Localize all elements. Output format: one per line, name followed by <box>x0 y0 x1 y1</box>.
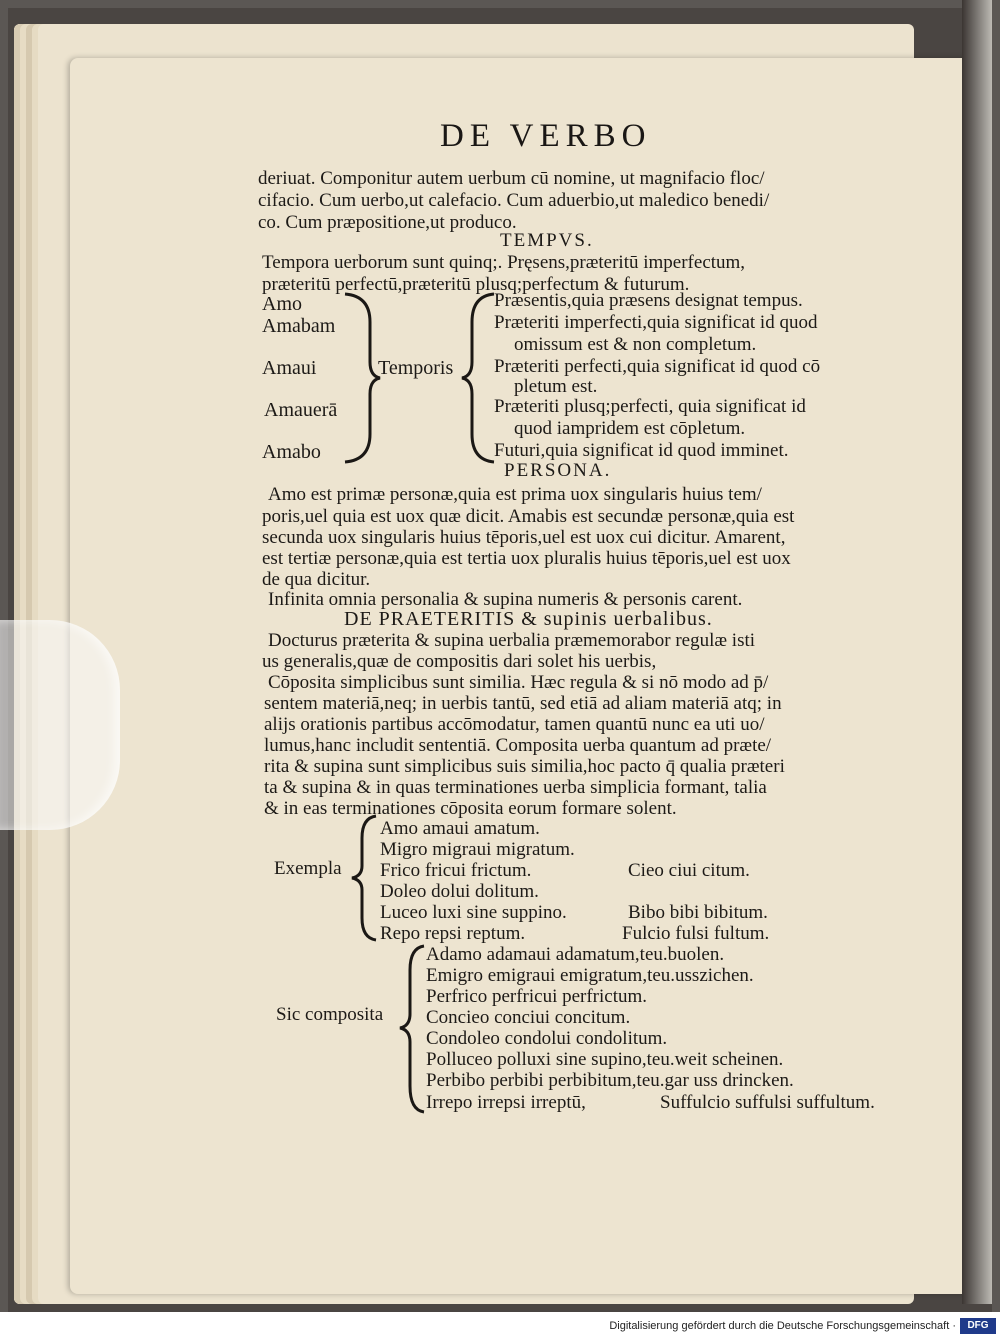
sic-composita-label: Sic composita <box>276 1004 384 1025</box>
text-line: co. Cum præpositione,ut produco. <box>258 212 517 233</box>
text-line: us generalis,quæ de compositis dari solet his uerbis, <box>262 651 657 672</box>
tempus-explanation: Præteriti plusq;perfecti, quia significat id <box>494 396 806 417</box>
composita-line: Perbibo perbibi perbibitum,teu.gar uss drincken. <box>426 1070 794 1091</box>
example-line: Migro migraui migratum. <box>380 839 575 860</box>
verb-form: Amauerā <box>264 399 338 421</box>
composita-line: Perfrico perfricui perfrictum. <box>426 986 648 1007</box>
text-line: rita & supina sunt simplicibus suis similia,hoc pacto q̄ qualia præteri <box>264 756 785 777</box>
text-line: est tertiæ personæ,quia est tertia uox pluralis huius tēporis,uel est uox <box>262 548 791 569</box>
book-right-edge <box>962 0 992 1304</box>
text-line: poris,uel quia est uox quæ dicit. Amabis est secundæ personæ,quia est <box>262 506 795 527</box>
tempus-explanation: quod iampridem est cōpletum. <box>514 418 746 439</box>
temporis-label: Temporis <box>378 357 454 379</box>
composita-line: Polluceo polluxi sine supino,teu.weit scheinen. <box>426 1049 784 1070</box>
example-line: Fulcio fulsi fultum. <box>622 923 770 944</box>
example-line: Amo amaui amatum. <box>380 818 540 839</box>
example-line: Repo repsi reptum. <box>380 923 526 944</box>
text-line: Cōposita simplicibus sunt similia. Hæc regula & si nō modo ad p̄/ <box>268 672 769 693</box>
text-line: alijs orationis partibus accōmodatur, tamen quantū nunc ea uti uo/ <box>264 714 765 735</box>
example-line: Cieo ciui citum. <box>628 860 750 881</box>
verb-form: Amabam <box>262 315 336 337</box>
exempla-label: Exempla <box>274 858 342 879</box>
tempus-explanation: Præteriti perfecti,quia significat id quod cō <box>494 356 821 377</box>
text-line: Infinita omnia personalia & supina numeris & personis carent. <box>268 589 743 610</box>
tempus-explanation: Præteriti imperfecti,quia significat id quod <box>494 312 818 333</box>
dfg-logo: DFG <box>960 1318 996 1334</box>
heading-persona: PERSONA. <box>504 460 612 481</box>
verb-form: Amabo <box>262 441 321 463</box>
text-line: ta & supina & in quas terminationes uerba simplicia formant, talia <box>264 777 767 798</box>
text-line: Tempora uerborum sunt quinq;. Pręsens,præteritū imperfectum, <box>262 252 746 273</box>
composita-line: Irrepo irrepsi irreptū, <box>426 1092 586 1113</box>
page-clip <box>0 620 120 830</box>
page-header: DE VERBO <box>440 118 652 154</box>
text-line: præteritū perfectū,præteritū plusq;perfectum & futurum. <box>262 274 690 295</box>
text-line: Amo est primæ personæ,quia est prima uox singularis huius tem/ <box>268 484 762 505</box>
tempus-explanation: omissum est & non completum. <box>514 334 757 355</box>
verb-form: Amo <box>262 293 302 315</box>
verb-form: Amaui <box>262 357 317 379</box>
text-line: sentem materiā,neq; in uerbis tantū, sed etiā ad aliam materiā atq; in <box>264 693 782 714</box>
text-line: & in eas terminationes cōposita eorum formare solent. <box>264 798 677 819</box>
text-line: cifacio. Cum uerbo,ut calefacio. Cum aduerbio,ut maledico benedi/ <box>258 190 770 211</box>
brace-exempla <box>350 814 380 942</box>
example-line: Bibo bibi bibitum. <box>628 902 768 923</box>
text-line: deriuat. Componitur autem uerbum cū nomine, ut magnifacio floc/ <box>258 168 765 189</box>
composita-line: Condoleo condolui condolitum. <box>426 1028 668 1049</box>
example-line: Doleo dolui dolitum. <box>380 881 539 902</box>
brace-composita <box>398 944 428 1114</box>
composita-line: Emigro emigraui emigratum,teu.usszichen. <box>426 965 754 986</box>
composita-line: Suffulcio suffulsi suffultum. <box>660 1092 875 1113</box>
funding-note: Digitalisierung gefördert durch die Deutsche Forschungsgemeinschaft · <box>560 1316 1000 1336</box>
text-line: lumus,hanc includit sententiā. Composita uerba quantum ad præte/ <box>264 735 772 756</box>
heading-praeteritis: DE PRAETERITIS & supinis uerbalibus. <box>344 608 713 630</box>
text-line: secunda uox singularis huius tēporis,uel est uox cui dicitur. Amarent, <box>262 527 786 548</box>
heading-tempus: TEMPVS. <box>500 230 594 251</box>
tempus-explanation: pletum est. <box>514 376 598 397</box>
example-line: Frico fricui frictum. <box>380 860 532 881</box>
tempus-explanation: Præsentis,quia præsens designat tempus. <box>494 290 803 311</box>
tempus-explanation: Futuri,quia significat id quod imminet. <box>494 440 789 461</box>
composita-line: Concieo conciui concitum. <box>426 1007 631 1028</box>
text-line: Docturus præterita & supina uerbalia præmemorabor regulæ isti <box>268 630 756 651</box>
composita-line: Adamo adamaui adamatum,teu.buolen. <box>426 944 725 965</box>
text-line: de qua dicitur. <box>262 569 371 590</box>
example-line: Luceo luxi sine suppino. <box>380 902 567 923</box>
